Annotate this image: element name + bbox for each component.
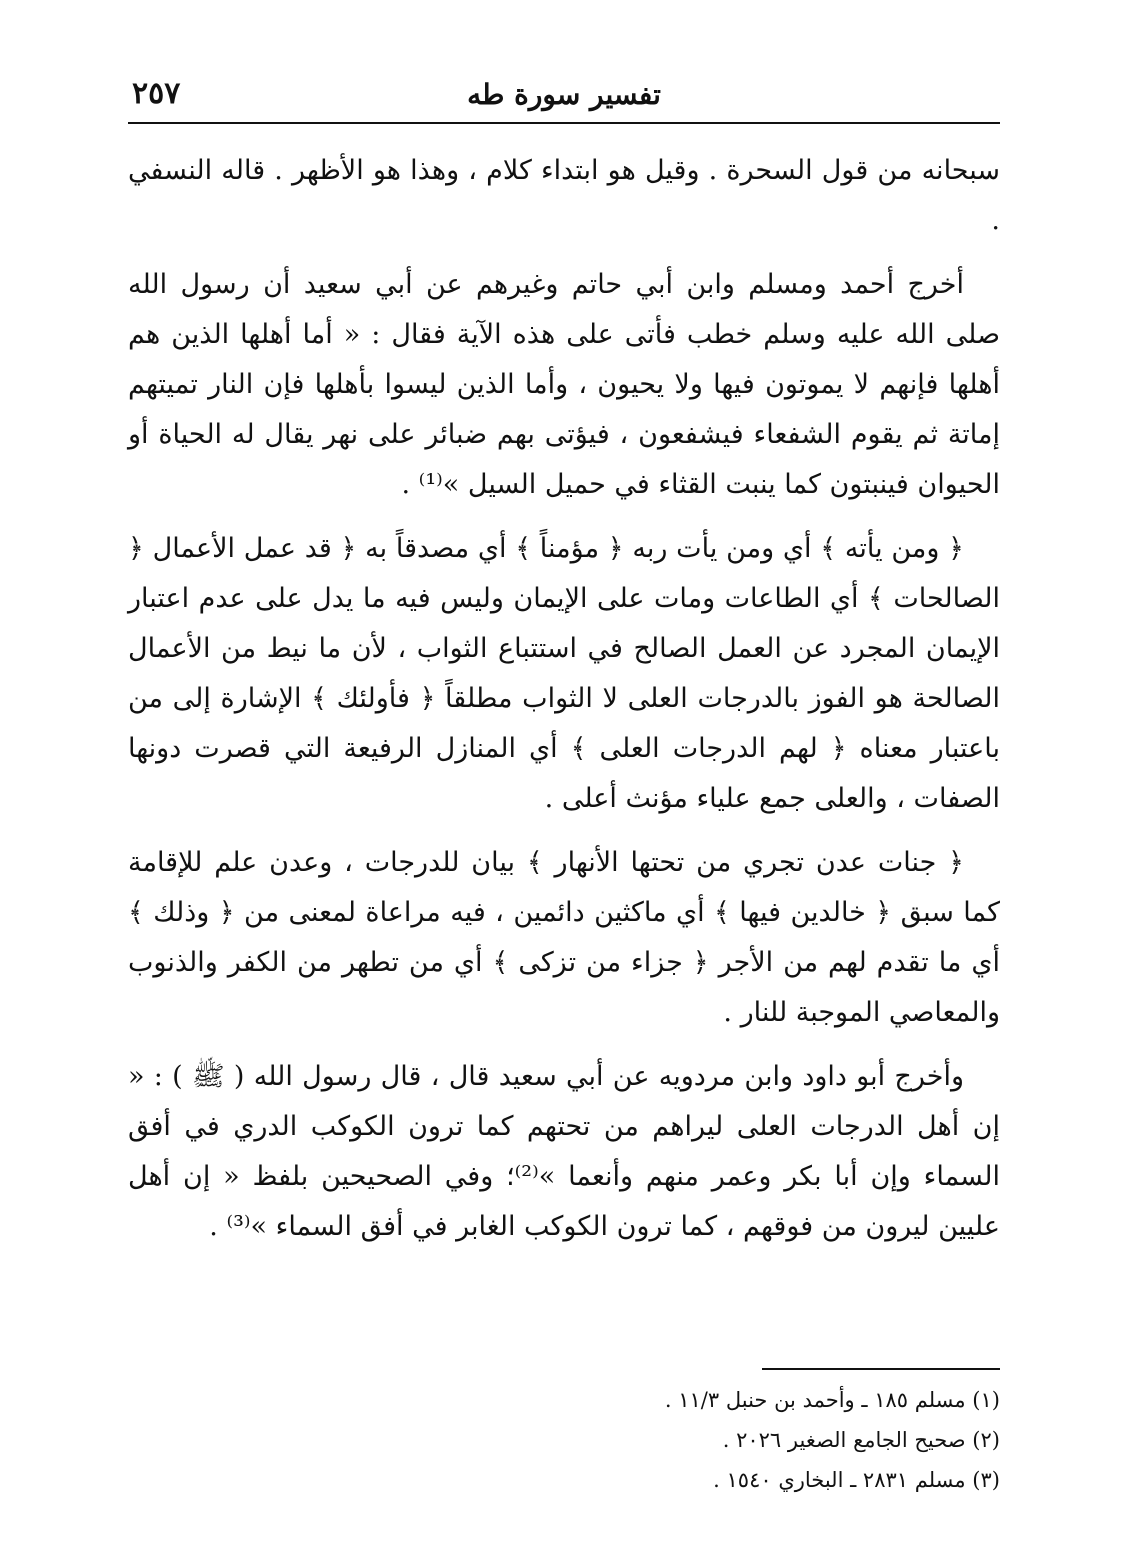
main-text: [128, 146, 1000, 1266]
page-header: [128, 66, 1000, 124]
page-number: ٢٥٧: [132, 76, 181, 111]
paragraph: أخرج أحمد ومسلم وابن أبي حاتم وغيرهم عن أبي سعيد أن رسول الله صلى الله عليه وسلم خطب فأتى على هذه الآية فقال : « أما أهلها الذين هم أهلها فإنهم لا يموتون فيها ولا يحيون ، وأما الذين ليسوا بأهلها فإن النار تميتهم إماتة ثم يقوم الشفعاء فيشفعون ، فيؤتى بهم ضبائر على نهر يقال له الحياة أو الحيوان فينبتون كما ينبت القثاء في حميل السيل »⁽¹⁾ .: [128, 269, 1001, 500]
footnote: (١) مسلم ١٨٥ ـ وأحمد بن حنبل ١١/٣ .: [664, 1388, 1000, 1412]
footnote-divider: [762, 1368, 1000, 1370]
footnote: (٣) مسلم ٢٨٣١ ـ البخاري ١٥٤٠ .: [713, 1468, 1000, 1492]
paragraph: سبحانه من قول السحرة . وقيل هو ابتداء كلام ، وهذا هو الأظهر . قاله النسفي .: [128, 155, 1001, 236]
footnotes: [128, 1380, 1000, 1500]
footnote: (٢) صحيح الجامع الصغير ٢٠٢٦ .: [722, 1428, 1000, 1452]
paragraph: ﴿ ومن يأته ﴾ أي ومن يأت ربه ﴿ مؤمناً ﴾ أي مصدقاً به ﴿ قد عمل الأعمال ﴿ الصالحات ﴾ أي الطاعات ومات على الإيمان وليس فيه ما يدل على عدم اعتبار الإيمان المجرد عن العمل الصالح في استتباع الثواب ، لأن ما نيط من الأعمال الصالحة هو الفوز بالدرجات العلى لا الثواب مطلقاً ﴿ فأولئك ﴾ الإشارة إلى من باعتبار معناه ﴿ لهم الدرجات العلى ﴾ أي المنازل الرفيعة التي قصرت دونها الصفات ، والعلى جمع علياء مؤنث أعلى .: [128, 533, 1000, 814]
paragraph: ﴿ جنات عدن تجري من تحتها الأنهار ﴾ بيان للدرجات ، وعدن علم للإقامة كما سبق ﴿ خالدين فيها ﴾ أي ماكثين دائمين ، فيه مراعاة لمعنى من ﴿ وذلك ﴾ أي ما تقدم لهم من الأجر ﴿ جزاء من تزكى ﴾ أي من تطهر من الكفر والذنوب والمعاصي الموجبة للنار .: [128, 847, 1000, 1028]
paragraph: وأخرج أبو داود وابن مردويه عن أبي سعيد قال ، قال رسول الله ( ﷺ ) : « إن أهل الدرجات العلى ليراهم من تحتهم كما ترون الكوكب الدري في أفق السماء وإن أبا بكر وعمر منهم وأنعما »⁽²⁾؛ وفي الصحيحين بلفظ « إن أهل عليين ليرون من فوقهم ، كما ترون الكوكب الغابر في أفق السماء »⁽³⁾ .: [128, 1061, 1000, 1242]
running-title: تفسير سورة طه: [467, 78, 661, 111]
